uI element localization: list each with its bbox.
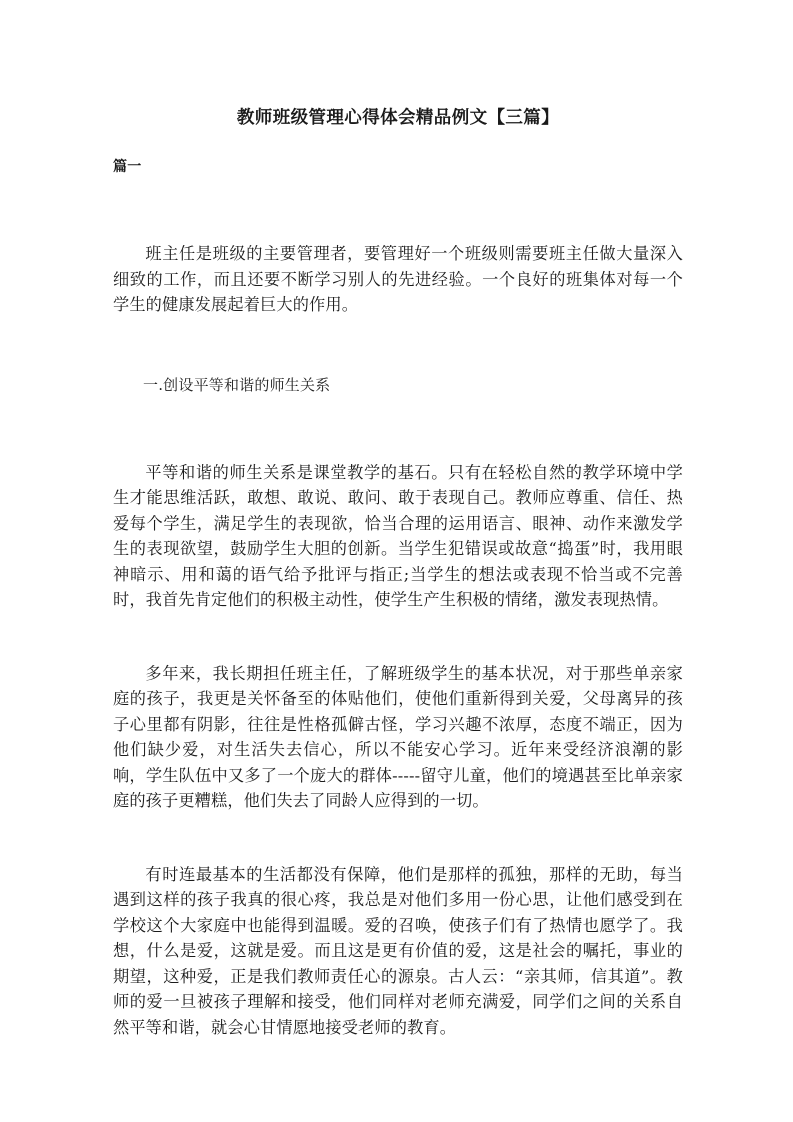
spacer: [113, 814, 683, 862]
document-body: [113, 0, 683, 1040]
spacer: [113, 613, 683, 661]
subheading-section-one: 一.创设平等和谐的师生关系: [143, 375, 331, 394]
section-label-part-one: 篇一: [113, 159, 142, 175]
spacer: [113, 179, 683, 241]
spacer: [113, 318, 683, 373]
paragraph-single-parent-students: 多年来，我长期担任班主任，了解班级学生的基本状况，对于那些单亲家庭的孩子，我更是关怀备至的体贴他们，使他们重新得到关爱，父母离异的孩子心里都有阴影，往往是性格孤僻古怪，学习兴趣不浓厚，态度不端正，因为他们缺少爱，对生活失去信心，所以不能安心学习。近年来受经济浪潮的影响，学生队伍中又多了一个庞大的群体-----留守儿童，他们的境遇甚至比单亲家庭的孩子更糟糕，他们失去了同龄人应得到的一切。: [113, 663, 683, 810]
paragraph-love-and-education: 有时连最基本的生活都没有保障，他们是那样的孤独，那样的无助，每当遇到这样的孩子我真的很心疼，我总是对他们多用一份心思，让他们感受到在学校这个大家庭中也能得到温暖。爱的召唤，使孩子们有了热情也愿学了。我想，什么是爱，这就是爱。而且这是更有价值的爱，这是社会的嘱托，事业的期望，这种爱，正是我们教师责任心的源泉。古人云：“亲其师，信其道”。教师的爱一旦被孩子理解和接受，他们同样对老师充满爱，同学们之间的关系自然平等和谐，就会心甘情愿地接受老师的教育。: [113, 864, 683, 1037]
spacer: [113, 398, 683, 460]
paragraph-teacher-student-relationship: 平等和谐的师生关系是课堂教学的基石。只有在轻松自然的教学环境中学生才能思维活跃，敢想、敢说、敢问、敢于表现自己。教师应尊重、信任、热爱每个学生，满足学生的表现欲，恰当合理的运用语言、眼神、动作来激发学生的表现欲望，鼓励学生大胆的创新。当学生犯错误或故意“捣蛋”时，我用眼神暗示、用和蔼的语气给予批评与指正;当学生的想法或表现不恰当或不完善时，我首先肯定他们的积极主动性，使学生产生积极的情绪，激发表现热情。: [113, 462, 683, 609]
paragraph-intro: 班主任是班级的主要管理者，要管理好一个班级则需要班主任做大量深入细致的工作，而且还要不断学习别人的先进经验。一个良好的班集体对每一个学生的健康发展起着巨大的作用。: [113, 244, 683, 314]
page-title: 教师班级管理心得体会精品例文【三篇】: [236, 108, 560, 128]
